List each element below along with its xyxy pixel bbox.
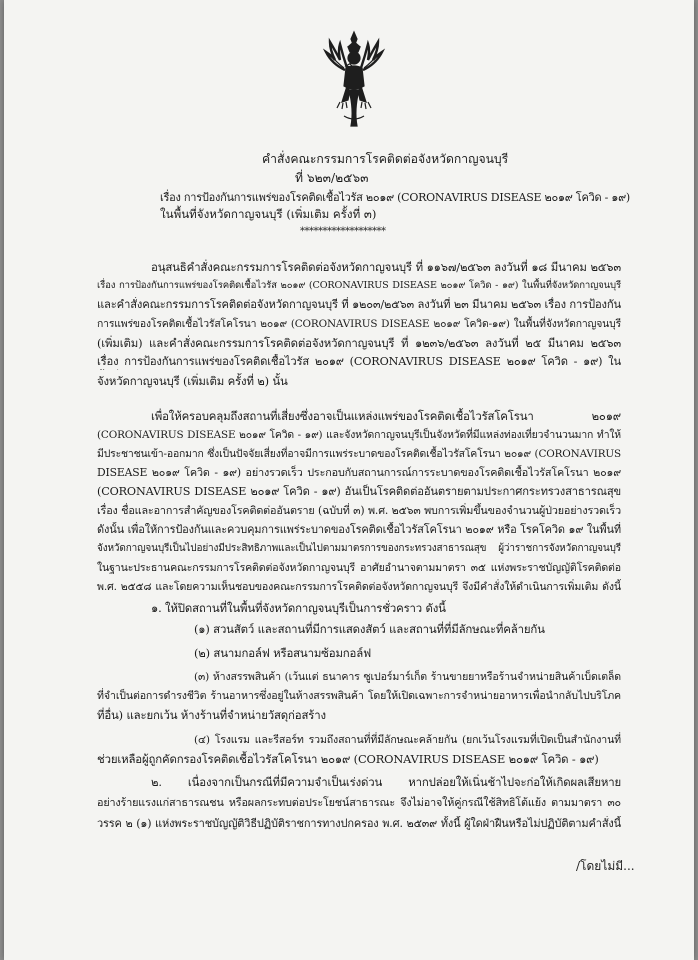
- list-item: (๓) ห้างสรรพสินค้า (เว้นแต่ ธนาคาร ซูเปอร์มาร์เก็ต ร้านขายยาหรือร้านจำหน่ายสินค้าเบ็ดเตล็ด: [194, 671, 621, 683]
- list-item: (๑) สวนสัตว์ และสถานที่มีการแสดงสัตว์ และสถานที่ที่มีลักษณะที่คล้ายกัน: [194, 622, 545, 636]
- paragraph-line: จังหวัดกาญจนบุรีเป็นไปอย่างมีประสิทธิภาพและเป็นไปตามมาตรการของกระทรวงสาธารณสุข ผู้ว่าราชการจังหวัดกาญจนบุรี: [97, 543, 621, 554]
- document-page: [4, 0, 694, 960]
- section-heading: ๑. ให้ปิดสถานที่ในพื้นที่จังหวัดกาญจนบุรีเป็นการชั่วคราว ดังนี้: [151, 601, 446, 615]
- paragraph-line: เรื่อง การป้องกันการแพร่ของโรคติดเชื้อไวรัส ๒๐๑๙ (CORONAVIRUS DISEASE ๒๐๑๙ โควิด - ๑๙) ใน: [97, 355, 621, 368]
- order-title: คำสั่งคณะกรรมการโรคติดต่อจังหวัดกาญจนบุรี: [262, 152, 509, 166]
- paragraph-line: เพื่อให้ครอบคลุมถึงสถานที่เสี่ยงซึ่งอาจเป็นแหล่งแพร่ของโรคติดเชื้อไวรัสโคโรนา ๒๐๑๙: [151, 409, 621, 423]
- order-number: ที่ ๖๒๓/๒๕๖๓: [295, 171, 369, 185]
- paragraph-line: (เพิ่มเติม) และคำสั่งคณะกรรมการโรคติดต่อจังหวัดกาญจนบุรี ที่ ๑๒๓๖/๒๕๖๓ ลงวันที่ ๒๕ มีนาคม ๒๕๖๓: [97, 336, 621, 350]
- garuda-emblem-icon: [322, 30, 386, 130]
- paragraph-line: จังหวัดกาญจนบุรี (เพิ่มเติม ครั้งที่ ๒) นั้น: [97, 374, 288, 388]
- paragraph-line: เรื่อง การป้องกันการแพร่ของโรคติดเชื้อไวรัส ๒๐๑๙ (CORONAVIRUS DISEASE ๒๐๑๙ โควิด - ๑๙) ในพื้นที่จังหวัดกาญจนบุรี: [97, 280, 621, 291]
- paragraph-line: DISEASE ๒๐๑๙ โควิด - ๑๙) อย่างรวดเร็ว ประกอบกับสถานการณ์การระบาดของโรคติดเชื้อไวรัสโคโรนา ๒๐๑๙: [97, 466, 621, 479]
- paragraph-line: อย่างร้ายแรงแก่สาธารณชน หรือผลกระทบต่อประโยชน์สาธารณะ จึงไม่อาจให้คู่กรณีใช้สิทธิโต้แย้ง ตามมาตรา ๓๐: [97, 796, 621, 809]
- paragraph-line: และคำสั่งคณะกรรมการโรคติดต่อจังหวัดกาญจนบุรี ที่ ๑๒๐๓/๒๕๖๓ ลงวันที่ ๒๓ มีนาคม ๒๕๖๓ เรื่อง การป้องกัน: [97, 298, 621, 311]
- paragraph-line: มีประชาชนเข้า-ออกมาก ซึ่งเป็นปัจจัยเสี่ยงที่อาจมีการแพร่ระบาดของโรคติดเชื้อไวรัสโคโรนา ๒๐๑๙ (CORONAVIRUS: [97, 448, 621, 460]
- paragraph-line: พ.ศ. ๒๕๕๘ และโดยความเห็นชอบของคณะกรรมการโรคติดต่อจังหวัดกาญจนบุรี จึงมีคำสั่งให้ดำเนินการเพิ่มเติม ดังนี้: [97, 581, 621, 593]
- order-subject-area: ในพื้นที่จังหวัดกาญจนบุรี (เพิ่มเติม ครั้งที่ ๓): [160, 207, 377, 221]
- paragraph-line: ที่จำเป็นต่อการดำรงชีวิต ร้านอาหารซึ่งอยู่ในห้างสรรพสินค้า โดยให้เปิดเฉพาะการจำหน่ายอาหารเพื่อนำกลับไปบริโภค: [97, 690, 621, 702]
- order-subject: เรื่อง การป้องกันการแพร่ของโรคติดเชื้อไวรัส ๒๐๑๙ (CORONAVIRUS DISEASE ๒๐๑๙ โควิด - ๑๙): [160, 191, 630, 204]
- section-heading: ๒. เนื่องจากเป็นกรณีที่มีความจำเป็นเร่งด่วน หากปล่อยให้เนิ่นช้าไปจะก่อให้เกิดผลเสียหาย: [151, 775, 621, 789]
- paragraph-line: (CORONAVIRUS DISEASE ๒๐๑๙ โควิด - ๑๙) และจังหวัดกาญจนบุรีเป็นจังหวัดที่มีแหล่งท่องเที่ยวจำนวนมาก ทำให้: [97, 429, 621, 441]
- paragraph-line: การแพร่ของโรคติดเชื้อไวรัสโคโรนา ๒๐๑๙ (CORONAVIRUS DISEASE ๒๐๑๙ โควิด-๑๙) ในพื้นที่จังหวัดกาญจนบุรี: [97, 318, 621, 330]
- paragraph-line: ที่อื่น) และยกเว้น ห้างร้านที่จำหน่ายวัสดุก่อสร้าง: [97, 708, 326, 722]
- paragraph-line: ในฐานะประธานคณะกรรมการโรคติดต่อจังหวัดกาญจนบุรี อาศัยอำนาจตามมาตรา ๓๕ แห่งพระราชบัญญัติโรคติดต่อ: [97, 562, 621, 574]
- list-item: (๒) สนามกอล์ฟ หรือสนามซ้อมกอล์ฟ: [194, 646, 371, 660]
- paragraph-line: ช่วยเหลือผู้ถูกคัดกรองโรคติดเชื้อไวรัสโคโรนา ๒๐๑๙ (CORONAVIRUS DISEASE ๒๐๑๙ โควิด - ๑๙): [97, 752, 599, 766]
- paragraph-line: เรื่อง ชื่อและอาการสำคัญของโรคติดต่ออันตราย (ฉบับที่ ๓) พ.ศ. ๒๕๖๓ พบการเพิ่มขึ้นของจำนวนผู้ป่วยอย่างรวดเร็ว: [97, 504, 621, 517]
- paragraph-line: อนุสนธิคำสั่งคณะกรรมการโรคติดต่อจังหวัดกาญจนบุรี ที่ ๑๑๖๗/๒๕๖๓ ลงวันที่ ๑๘ มีนาคม ๒๕๖๓: [151, 260, 621, 274]
- continued-marker: /โดยไม่มี...: [576, 859, 635, 873]
- paragraph-line: ดังนั้น เพื่อให้การป้องกันและควบคุมการแพร่ระบาดของโรคติดเชื้อไวรัสโคโรนา ๒๐๑๙ หรือ โรคโควิด ๑๙ ในพื้นที่: [97, 523, 621, 536]
- separator: *******************: [300, 226, 386, 237]
- paragraph-line: (CORONAVIRUS DISEASE ๒๐๑๙ โควิด - ๑๙) อันเป็นโรคติดต่ออันตรายตามประกาศกระทรวงสาธารณสุข: [97, 485, 621, 498]
- paragraph-line: วรรค ๒ (๑) แห่งพระราชบัญญัติวิธีปฏิบัติราชการทางปกครอง พ.ศ. ๒๕๓๙ ทั้งนี้ ผู้ใดฝ่าฝืนหรือไม่ปฏิบัติตามคำสั่งนี้: [97, 817, 621, 830]
- list-item: (๔) โรงแรม และรีสอร์ท รวมถึงสถานที่ที่มีลักษณะคล้ายกัน (ยกเว้นโรงแรมที่เปิดเป็นสำนักงานที่: [194, 734, 621, 746]
